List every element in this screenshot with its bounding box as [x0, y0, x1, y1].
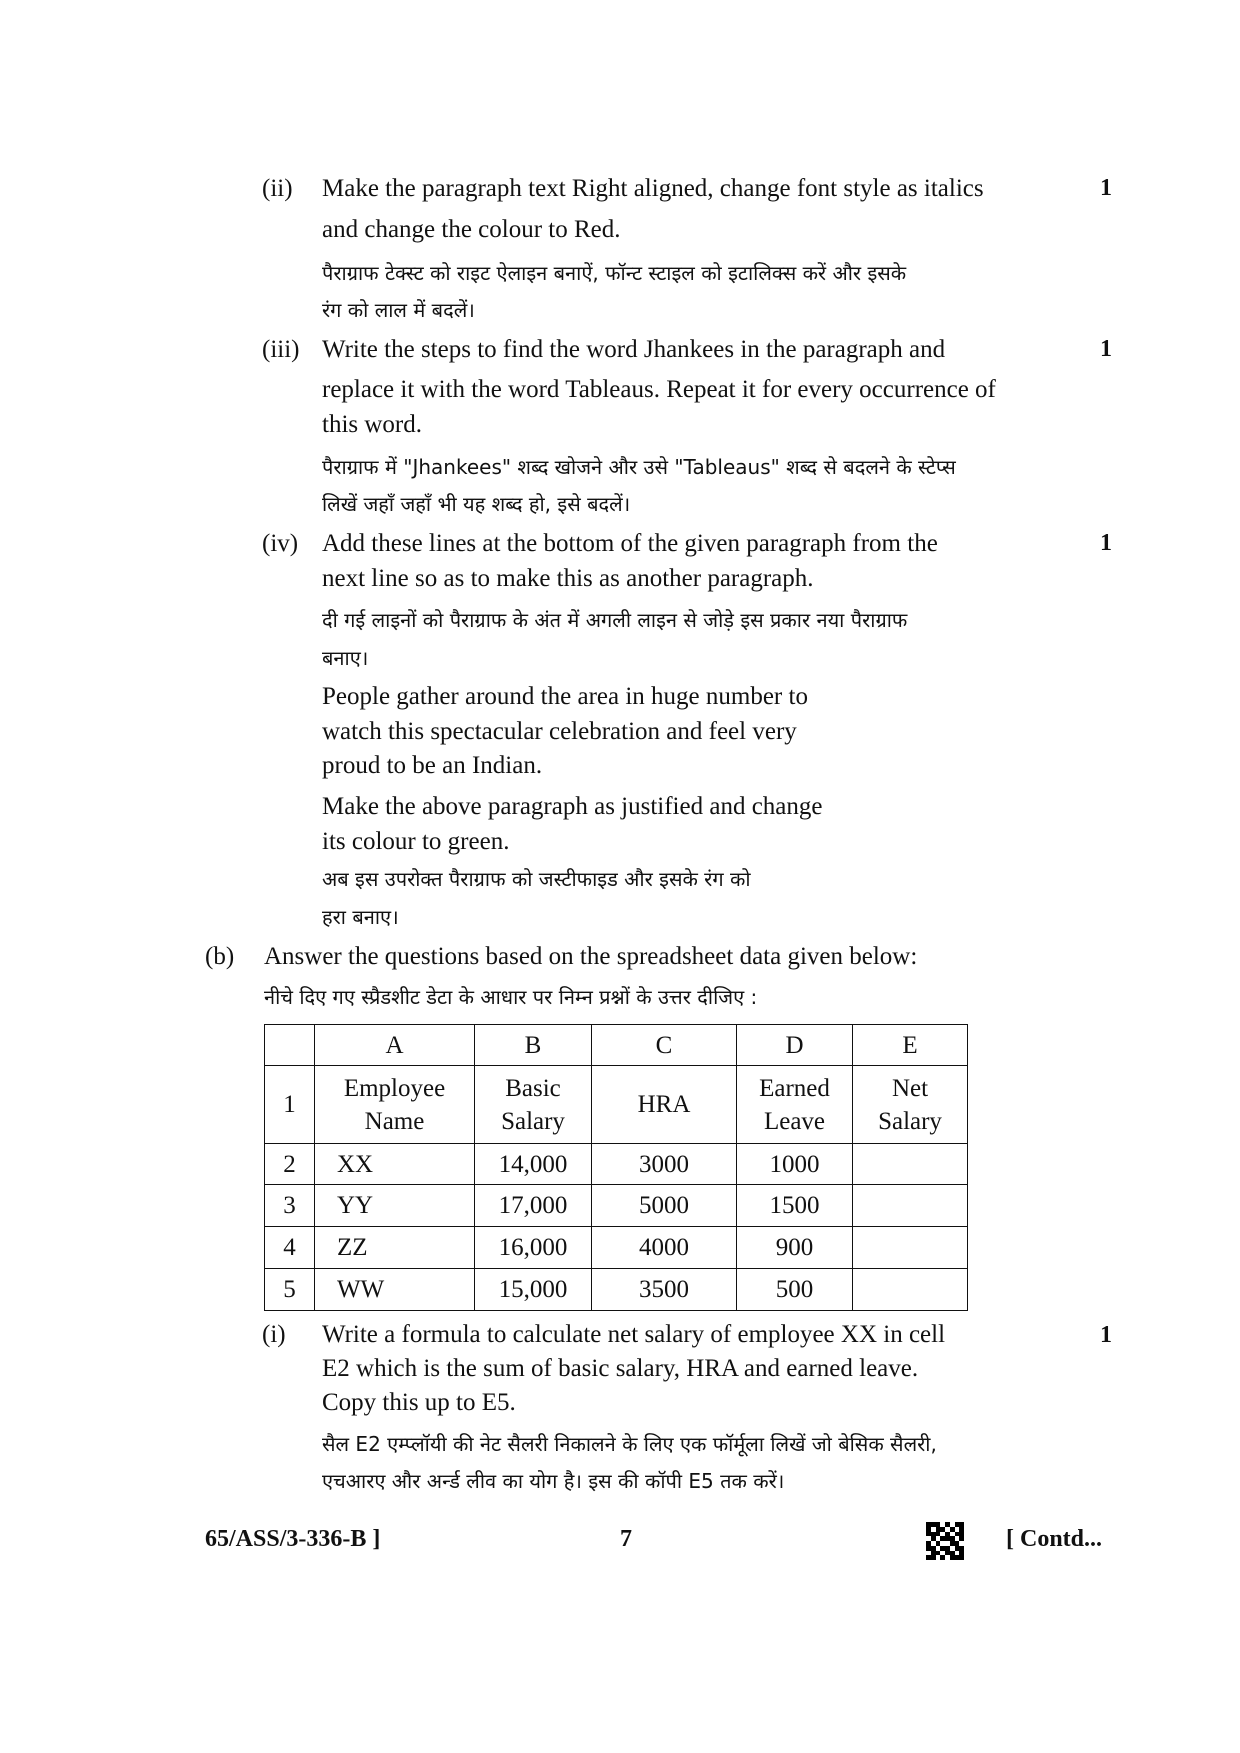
table-cell: [853, 1144, 968, 1185]
question-text: Copy this up to E5.: [322, 1389, 516, 1416]
question-number: (i): [262, 1321, 286, 1348]
question-text-hindi: एचआरए और अर्न्ड लीव का योग है। इस की कॉपी E5 तक करें।: [322, 1469, 785, 1493]
section-text-hindi: नीचे दिए गए स्प्रैडशीट डेटा के आधार पर निम्न प्रश्नों के उत्तर दीजिए :: [264, 985, 758, 1009]
continued-label: [ Contd...: [1006, 1526, 1103, 1552]
table-cell: 1500: [737, 1185, 853, 1227]
table-cell: YY: [315, 1185, 475, 1227]
column-header: C: [592, 1025, 737, 1066]
table-row: [265, 1269, 968, 1311]
question-text: this word.: [322, 411, 422, 438]
question-text: and change the colour to Red.: [322, 216, 621, 243]
table-cell: [475, 1066, 592, 1144]
row-number: 2: [265, 1144, 315, 1185]
table-cell: XX: [315, 1144, 475, 1185]
question-text: Make the paragraph text Right aligned, change font style as italics: [322, 175, 984, 202]
question-text-hindi: लिखें जहाँ जहाँ भी यह शब्द हो, इसे बदलें।: [322, 492, 631, 516]
qr-code-icon: [926, 1522, 964, 1560]
question-text-hindi: सैल E2 एम्प्लॉयी की नेट सैलरी निकालने के लिए एक फॉर्मूला लिखें जो बेसिक सैलरी,: [322, 1432, 937, 1456]
column-header-row: [265, 1025, 968, 1066]
table-cell: 14,000: [475, 1144, 592, 1185]
table-cell: 900: [737, 1227, 853, 1269]
section-text: Answer the questions based on the spreadsheet data given below:: [264, 943, 918, 970]
marks: 1: [1100, 530, 1112, 556]
row-number: 3: [265, 1185, 315, 1227]
question-text-hindi: पैराग्राफ में "Jhankees" शब्द खोजने और उसे "Tableaus" शब्द से बदलने के स्टेप्स: [322, 455, 956, 479]
page-number: 7: [620, 1526, 632, 1552]
instruction-line-hindi: हरा बनाए।: [322, 905, 399, 929]
cell-text: Salary: [878, 1107, 942, 1135]
row-number: 5: [265, 1269, 315, 1311]
question-text-hindi: पैराग्राफ टेक्स्ट को राइट ऐलाइन बनाऐं, फॉन्ट स्टाइल को इटालिक्स करें और इसके: [322, 261, 907, 285]
table-cell: [853, 1066, 968, 1144]
table-cell: [853, 1227, 968, 1269]
table-cell: [853, 1269, 968, 1311]
question-text-hindi: दी गई लाइनों को पैराग्राफ के अंत में अगली लाइन से जोड़े इस प्रकार नया पैराग्राफ: [322, 608, 908, 632]
corner-cell: [265, 1025, 315, 1066]
table-row: [265, 1066, 968, 1144]
table-cell: 3000: [592, 1144, 737, 1185]
section-label: (b): [205, 943, 235, 970]
cell-text: Salary: [501, 1107, 565, 1135]
table-cell: [737, 1066, 853, 1144]
column-header: A: [315, 1025, 475, 1066]
row-number: 1: [265, 1066, 315, 1144]
cell-text: Name: [364, 1107, 425, 1135]
marks: 1: [1100, 1322, 1112, 1348]
table-cell: 16,000: [475, 1227, 592, 1269]
question-text-hindi: बनाए।: [322, 646, 369, 670]
sample-paragraph-line: proud to be an Indian.: [322, 752, 543, 779]
row-number: 4: [265, 1227, 315, 1269]
question-text: next line so as to make this as another paragraph.: [322, 565, 814, 592]
table-cell: 15,000: [475, 1269, 592, 1311]
instruction-line-hindi: अब इस उपरोक्त पैराग्राफ को जस्टीफाइड और इसके रंग को: [322, 867, 751, 891]
column-header: E: [853, 1025, 968, 1066]
table-cell: HRA: [592, 1066, 737, 1144]
question-text-hindi: रंग को लाल में बदलें।: [322, 298, 475, 322]
spreadsheet-table: [264, 1024, 968, 1311]
instruction-line: Make the above paragraph as justified and change: [322, 793, 823, 820]
table-row: [265, 1185, 968, 1227]
cell-text: Earned: [759, 1074, 830, 1102]
question-text: Write the steps to find the word Jhankees in the paragraph and: [322, 336, 946, 363]
table-cell: [315, 1066, 475, 1144]
question-number: (iii): [262, 336, 300, 363]
cell-text: Net: [891, 1074, 929, 1102]
instruction-line: its colour to green.: [322, 828, 510, 855]
column-header: D: [737, 1025, 853, 1066]
question-text: Add these lines at the bottom of the given paragraph from the: [322, 530, 938, 557]
question-number: (ii): [262, 175, 293, 202]
table-row: [265, 1144, 968, 1185]
sample-paragraph-line: People gather around the area in huge number to: [322, 683, 808, 710]
cell-text: Employee: [343, 1074, 446, 1102]
table-cell: WW: [315, 1269, 475, 1311]
cell-text: Basic: [505, 1074, 561, 1102]
marks: 1: [1100, 175, 1112, 201]
question-text: Write a formula to calculate net salary of employee XX in cell: [322, 1321, 946, 1348]
question-number: (iv): [262, 530, 299, 557]
paper-code: 65/ASS/3-336-B ]: [205, 1526, 381, 1552]
table-cell: 5000: [592, 1185, 737, 1227]
question-text: replace it with the word Tableaus. Repeat it for every occurrence of: [322, 376, 996, 403]
table-cell: 500: [737, 1269, 853, 1311]
table-cell: 17,000: [475, 1185, 592, 1227]
table-cell: 4000: [592, 1227, 737, 1269]
question-text: E2 which is the sum of basic salary, HRA and earned leave.: [322, 1355, 919, 1382]
column-header: B: [475, 1025, 592, 1066]
table-row: [265, 1227, 968, 1269]
cell-text: Leave: [763, 1107, 826, 1135]
table-cell: 1000: [737, 1144, 853, 1185]
marks: 1: [1100, 336, 1112, 362]
table-cell: ZZ: [315, 1227, 475, 1269]
table-cell: 3500: [592, 1269, 737, 1311]
sample-paragraph-line: watch this spectacular celebration and feel very: [322, 718, 797, 745]
table-cell: [853, 1185, 968, 1227]
